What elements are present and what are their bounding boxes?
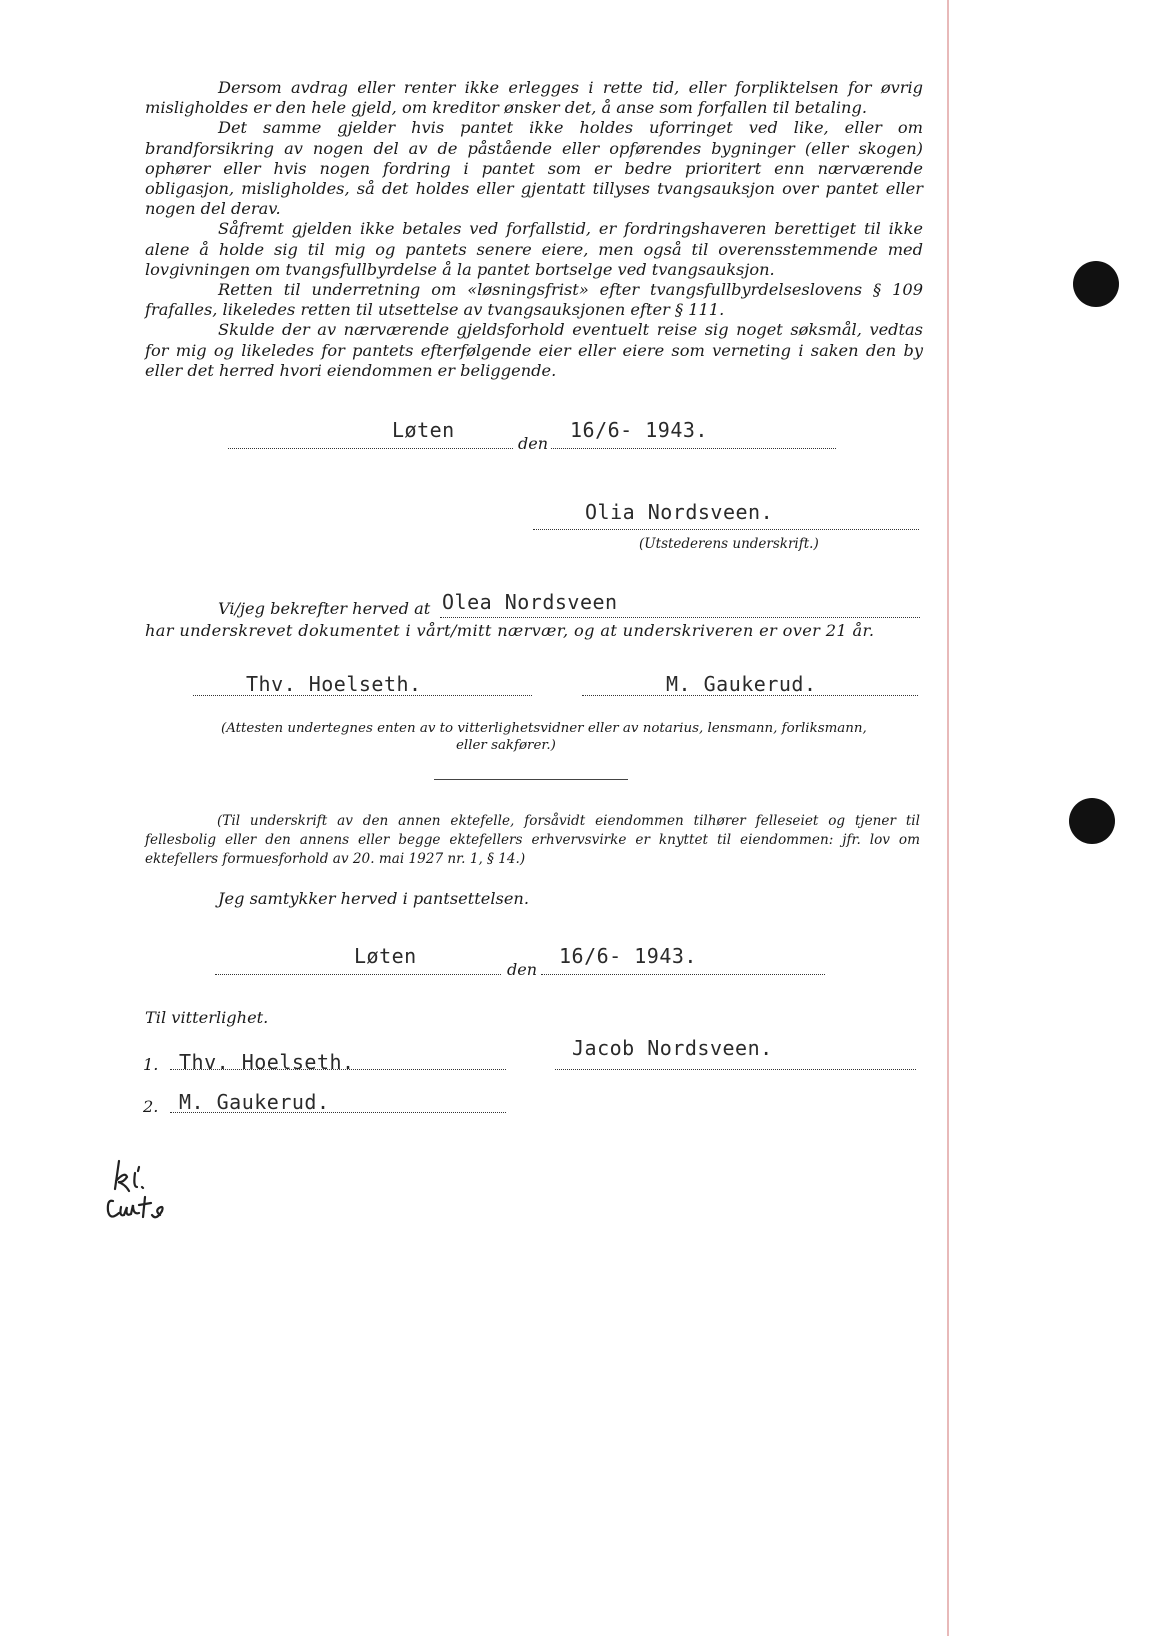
attest-prefix: Vi/jeg bekrefter herved at [218,599,431,618]
attest-name: Olea Nordsveen [442,590,618,614]
attest-note-line-1: (Attesten undertegnes enten av to vitterlighetsvidner eller av notarius, lensmann, forliksmann, [221,721,867,736]
attest-dotted-line [440,617,920,618]
spouse-note [145,812,920,869]
place-2-dotted-line [215,974,501,975]
place-dotted-line [228,448,513,449]
spouse-note-text: (Til underskrift av den annen ektefelle, forsåvidt eiendommen tilhører felleseiet og tjener til fellesbolig eller den annens eller begge ektefellers erhvervsvirke er knyttet til eiendommen: jfr. lov om ektefellers formuesforhold av 20. mai 1927 nr. 1, § 14.) [145,813,920,867]
terms-text [145,78,923,381]
signing-place: Løten [392,418,455,442]
attest-witness-1: Thv. Hoelseth. [246,672,422,696]
handwritten-note-icon [105,1157,169,1227]
attest-note-line-2: eller sakfører.) [456,738,556,753]
witnessing-heading: Til vitterlighet. [145,1008,269,1027]
witness-2-signature: M. Gaukerud. [179,1090,330,1114]
spouse-signature-line [555,1069,916,1070]
witness-1-line [170,1069,506,1070]
terms-paragraph-4: Retten til underretning om «løsningsfrist» efter tvangsfullbyrdelseslovens § 109 frafalles, likeledes retten til utsettelse av tvangsauksjonen efter § 111. [145,280,923,320]
red-margin-line [947,0,949,1636]
signing-date: 16/6- 1943. [570,418,708,442]
witness-number-1: 1. [143,1055,159,1074]
consent-text: Jeg samtykker herved i pantsettelsen. [218,889,529,908]
witness-number-2: 2. [143,1097,159,1116]
issuer-dotted-line [533,529,919,530]
signing-2-date: 16/6- 1943. [559,944,697,968]
den-label: den [518,434,549,453]
witness-1-signature: Thv. Hoelseth. [179,1050,355,1074]
punch-hole [1073,261,1119,307]
signing-2-place: Løten [354,944,417,968]
date-2-dotted-line [541,974,825,975]
witness-2-line [170,1112,506,1113]
punch-hole [1069,798,1115,844]
attest-line-2: har underskrevet dokumentet i vårt/mitt nærvær, og at underskriveren er over 21 år. [145,621,875,640]
witness-2-dotted-line [582,695,918,696]
issuer-signature: Olia Nordsveen. [585,500,774,524]
spouse-signature: Jacob Nordsveen. [572,1036,773,1060]
terms-paragraph-2: Det samme gjelder hvis pantet ikke holdes uforringet ved like, eller om brandforsikring av nogen del av de påstående eller opførendes bygninger (eller skogen) ophører eller hvis nogen fordring i pantet som er bedre prioritert enn nærværende obligasjon, misligholdes, så det holdes eller gjentatt tillyses tvangsauksjon over pantet eller nogen del derav. [145,118,923,219]
date-dotted-line [551,448,836,449]
den-2-label: den [507,960,538,979]
issuer-caption: (Utstederens underskrift.) [639,536,819,552]
divider-line [434,779,628,780]
witness-1-dotted-line [193,695,532,696]
handwritten-margin-note [105,1157,169,1231]
terms-paragraph-3: Såfremt gjelden ikke betales ved forfallstid, er fordringshaveren berettiget til ikke alene å holde sig til mig og pantets senere eiere, men også til overensstemmende med lovgivningen om tvangsfullbyrdelse å la pantet bortselge ved tvangsauksjon. [145,219,923,279]
attest-witness-2: M. Gaukerud. [666,672,817,696]
terms-paragraph-5: Skulde der av nærværende gjeldsforhold eventuelt reise sig noget søksmål, vedtas for mig og likeledes for pantets efterfølgende eier eller eiere som verneting i saken den by eller det herred hvori eiendommen er beliggende. [145,320,923,380]
terms-paragraph-1: Dersom avdrag eller renter ikke erlegges i rette tid, eller forpliktelsen for øvrig misligholdes er den hele gjeld, om kreditor ønsker det, å anse som forfallen til betaling. [145,78,923,118]
